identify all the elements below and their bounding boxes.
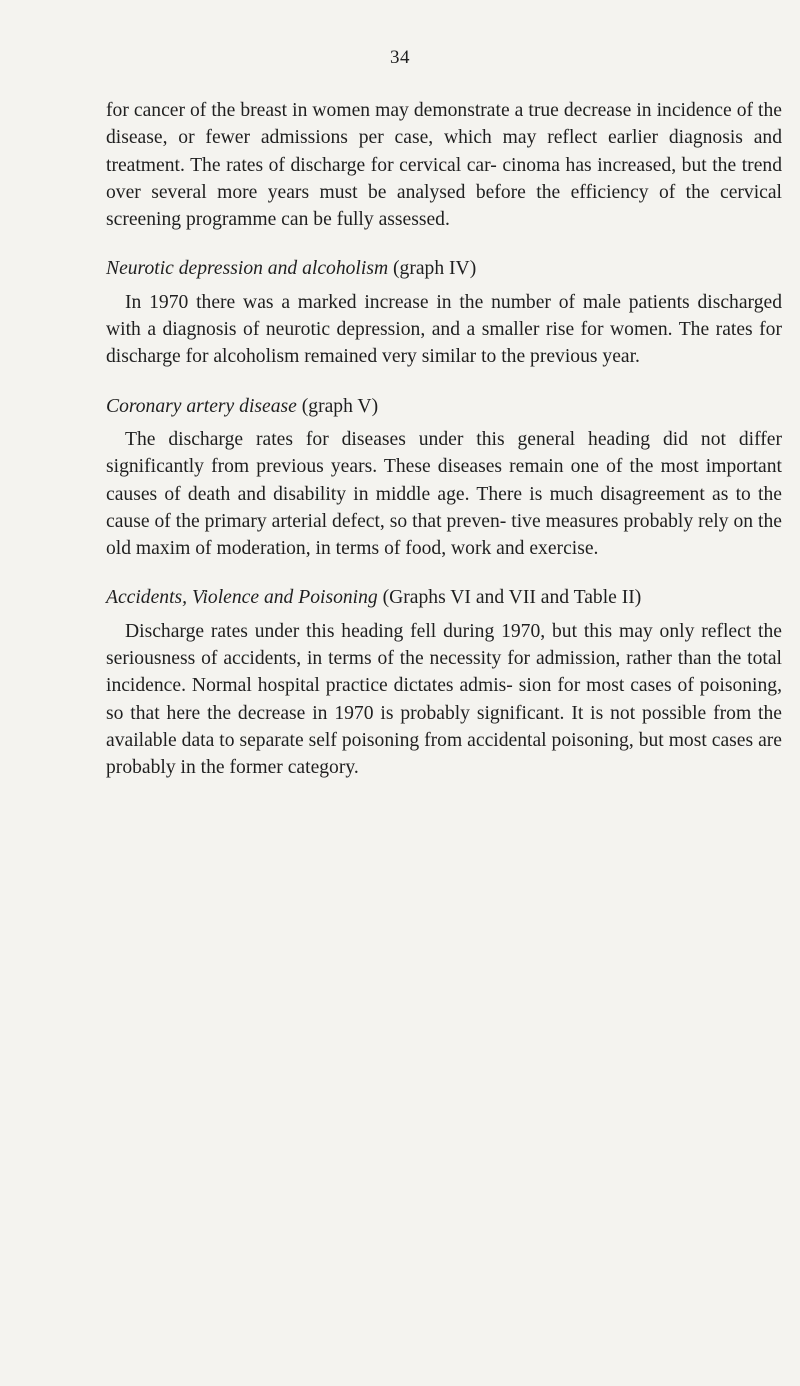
section-heading-title: Coronary artery disease — [106, 395, 297, 417]
section-heading-coronary-artery-disease — [106, 393, 782, 420]
section-heading-reference: (Graphs VI and VII and Table II) — [377, 587, 642, 609]
section-heading-title: Accidents, Violence and Poisoning — [106, 587, 378, 609]
section-paragraph-coronary-artery-disease: The discharge rates for diseases under this general heading did not differ significantly from previous years. These diseases remain one of the most important causes of death and disability in middle age. There is much disagreement as to the cause of the primary arterial defect, so that preven- tive measures probably rely on the old maxim of moderation, in terms of food, work and exercise. — [106, 428, 782, 560]
intro-paragraph: for cancer of the breast in women may demonstrate a true decrease in incidence of the disease, or fewer admissions per case, which may reflect earlier diagnosis and treatment. The rates of discharge for cervical car- cinoma has increased, but the trend over several more years must be analysed before the efficiency of the cervical screening programme can be fully assessed. — [106, 100, 782, 231]
document-body — [106, 97, 782, 782]
section-heading-neurotic-depression — [106, 255, 782, 282]
page-number: 34 — [390, 47, 410, 68]
section-paragraph-neurotic-depression: In 1970 there was a marked increase in the number of male patients discharged with a diagnosis of neurotic depression, and a smaller rise for women. The rates for discharge for alcoholism remained very similar to the previous year. — [106, 291, 782, 368]
section-heading-accidents — [106, 584, 782, 611]
section-heading-reference: (graph V) — [296, 395, 379, 417]
section-paragraph-accidents: Discharge rates under this heading fell during 1970, but this may only reflect the seriousness of accidents, in terms of the necessity for admission, rather than the total incidence. Normal hospital practice dictates admis- sion for most cases of poisoning, so that here the decrease in 1970 is probably significant. It is not possible from the available data to separate self poisoning from accidental poisoning, but most cases are probably in the former category. — [106, 620, 782, 779]
section-heading-reference: (graph IV) — [388, 258, 477, 280]
section-heading-title: Neurotic depression and alcoholism — [106, 258, 389, 280]
